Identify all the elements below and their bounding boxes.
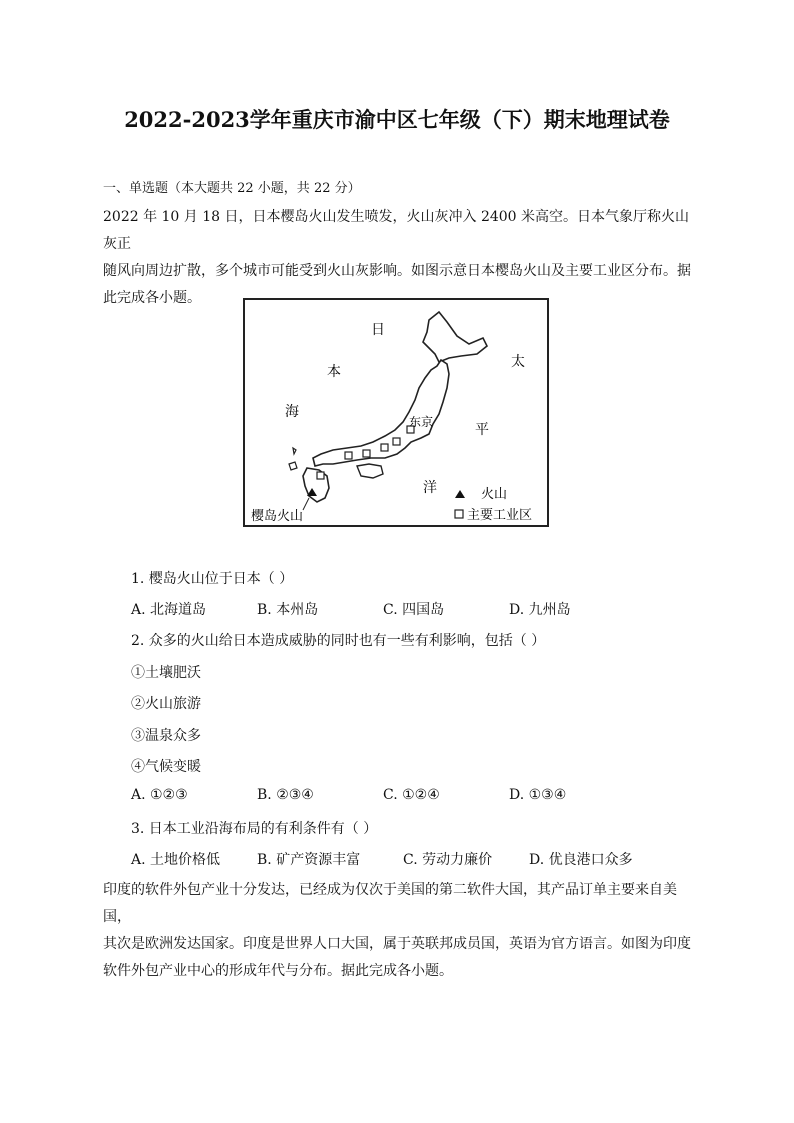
question-2-stem: 2. 众多的火山给日本造成威胁的同时也有一些有利影响，包括（ ） (131, 633, 546, 649)
q2-choice-3: ③温泉众多 (131, 728, 201, 744)
industrial-zone-marker (381, 444, 388, 451)
legend-industry-label: 主要工业区 (467, 508, 533, 523)
label-tokyo: 东京 (409, 415, 434, 429)
label-yang: 洋 (423, 480, 437, 496)
q3-option-d[interactable]: D. 优良港口众多 (529, 852, 633, 868)
question-1-stem: 1. 樱岛火山位于日本（ ） (131, 571, 294, 587)
q1-option-c[interactable]: C. 四国岛 (383, 602, 445, 618)
intro2-line-1: 印度的软件外包产业十分发达，已经成为仅次于美国的第二软件大国，其产品订单主要来自美国， (103, 882, 677, 925)
question-1-options (131, 599, 691, 619)
question-2-options (131, 787, 691, 803)
q2-option-c[interactable]: C. ①②④ (383, 787, 440, 803)
section-heading: 一、单选题（本大题共 22 小题，共 22 分） (103, 181, 361, 196)
q3-option-a[interactable]: A. 土地价格低 (131, 852, 221, 868)
question-3-options (131, 849, 691, 869)
industrial-zone-marker (363, 450, 370, 457)
label-tai: 太 (511, 354, 525, 370)
legend-volcano-label: 火山 (481, 487, 508, 502)
industrial-zone-marker (317, 472, 324, 479)
label-ri: 日 (371, 322, 385, 338)
label-ping: 平 (475, 422, 489, 438)
q2-choice-1: ①土壤肥沃 (131, 665, 201, 681)
label-ben: 本 (327, 364, 341, 380)
q2-choice-2: ②火山旅游 (131, 696, 201, 712)
intro1-line-1: 2022 年 10 月 18 日，日本樱岛火山发生喷发，火山灰冲入 2400 米高空。日本气象厅称火山灰正 (103, 209, 690, 252)
question-3-stem: 3. 日本工业沿海布局的有利条件有（ ） (131, 821, 378, 837)
label-hai: 海 (285, 404, 299, 420)
q1-option-d[interactable]: D. 九州岛 (509, 602, 571, 618)
intro2-line-2: 其次是欧洲发达国家。印度是世界人口大国，属于英联邦成员国，英语为官方语言。如图为印度 (103, 936, 691, 952)
q2-option-a[interactable]: A. ①②③ (131, 787, 188, 803)
q1-option-b[interactable]: B. 本州岛 (257, 602, 319, 618)
q2-option-b[interactable]: B. ②③④ (257, 787, 314, 803)
intro-paragraph-2 (103, 877, 703, 985)
q3-option-b[interactable]: B. 矿产资源丰富 (257, 852, 361, 868)
intro-paragraph-1 (103, 204, 703, 312)
industrial-zone-marker (345, 452, 352, 459)
small-island (289, 462, 297, 470)
japan-map-figure (243, 298, 549, 527)
q1-option-a[interactable]: A. 北海道岛 (131, 602, 207, 618)
intro2-line-3: 软件外包产业中心的形成年代与分布。据此完成各小题。 (103, 963, 453, 979)
shikoku-shape (357, 464, 383, 478)
q3-option-c[interactable]: C. 劳动力廉价 (403, 852, 493, 868)
page-title: 2022-2023学年重庆市渝中区七年级（下）期末地理试卷 (124, 107, 670, 132)
intro1-line-2: 随风向周边扩散，多个城市可能受到火山灰影响。如图示意日本樱岛火山及主要工业区分布。据 (103, 263, 691, 279)
intro1-line-3: 此完成各小题。 (103, 290, 201, 306)
industrial-zone-marker (393, 438, 400, 445)
legend-industry-icon (455, 510, 463, 518)
q2-choice-4: ④气候变暖 (131, 759, 201, 775)
label-sakurajima: 樱岛火山 (251, 509, 304, 524)
q2-option-d[interactable]: D. ①③④ (509, 787, 567, 803)
